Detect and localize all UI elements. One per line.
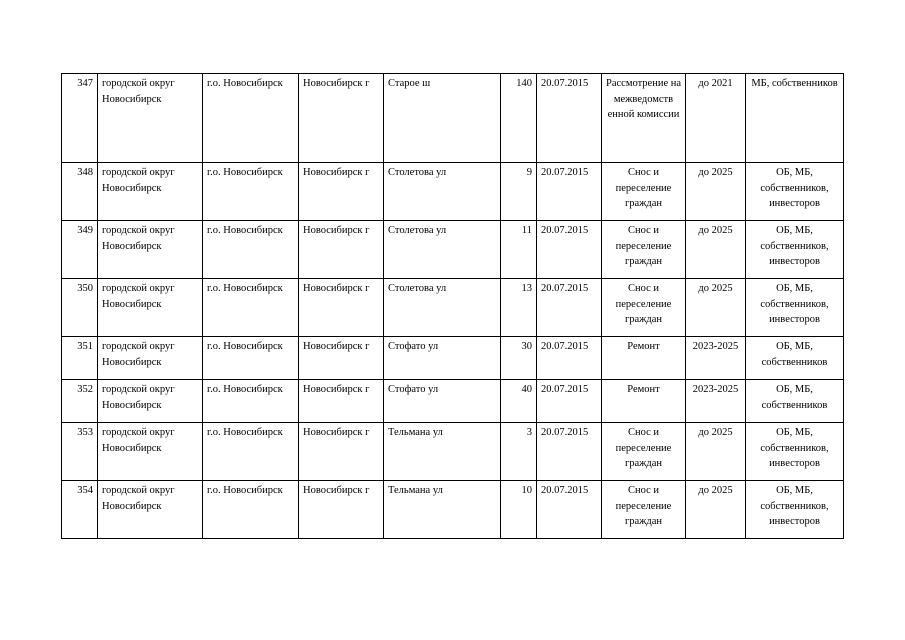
term-cell: до 2025 (686, 163, 746, 221)
row-number: 353 (62, 423, 98, 481)
street-cell: Столетова ул (384, 221, 501, 279)
row-number: 348 (62, 163, 98, 221)
date-cell: 20.07.2015 (537, 423, 602, 481)
funding-cell: ОБ, МБ, собственников, инвесторов (746, 423, 844, 481)
locality-type-cell: г.о. Новосибирск (203, 380, 299, 423)
street-cell: Тельмана ул (384, 481, 501, 539)
house-number-cell: 10 (501, 481, 537, 539)
table-row (62, 380, 844, 423)
street-cell: Старое ш (384, 74, 501, 163)
city-cell: Новосибирск г (299, 221, 384, 279)
funding-cell: ОБ, МБ, собственников, инвесторов (746, 279, 844, 337)
row-number: 352 (62, 380, 98, 423)
housing-registry-table (61, 73, 844, 539)
date-cell: 20.07.2015 (537, 279, 602, 337)
date-cell: 20.07.2015 (537, 74, 602, 163)
district-cell: городской округ Новосибирск (98, 380, 203, 423)
action-cell: Снос и переселение граждан (602, 481, 686, 539)
term-cell: 2023-2025 (686, 380, 746, 423)
street-cell: Тельмана ул (384, 423, 501, 481)
date-cell: 20.07.2015 (537, 221, 602, 279)
locality-type-cell: г.о. Новосибирск (203, 423, 299, 481)
street-cell: Стофато ул (384, 380, 501, 423)
term-cell: до 2021 (686, 74, 746, 163)
locality-type-cell: г.о. Новосибирск (203, 279, 299, 337)
term-cell: до 2025 (686, 481, 746, 539)
locality-type-cell: г.о. Новосибирск (203, 74, 299, 163)
district-cell: городской округ Новосибирск (98, 337, 203, 380)
action-cell: Снос и переселение граждан (602, 423, 686, 481)
locality-type-cell: г.о. Новосибирск (203, 221, 299, 279)
table-row (62, 221, 844, 279)
house-number-cell: 13 (501, 279, 537, 337)
date-cell: 20.07.2015 (537, 337, 602, 380)
action-cell: Снос и переселение граждан (602, 163, 686, 221)
street-cell: Столетова ул (384, 163, 501, 221)
row-number: 347 (62, 74, 98, 163)
funding-cell: ОБ, МБ, собственников, инвесторов (746, 163, 844, 221)
table-row (62, 337, 844, 380)
table-row (62, 423, 844, 481)
city-cell: Новосибирск г (299, 163, 384, 221)
action-cell: Ремонт (602, 380, 686, 423)
locality-type-cell: г.о. Новосибирск (203, 163, 299, 221)
district-cell: городской округ Новосибирск (98, 221, 203, 279)
funding-cell: ОБ, МБ, собственников (746, 380, 844, 423)
city-cell: Новосибирск г (299, 279, 384, 337)
funding-cell: МБ, собственников (746, 74, 844, 163)
street-cell: Стофато ул (384, 337, 501, 380)
city-cell: Новосибирск г (299, 481, 384, 539)
locality-type-cell: г.о. Новосибирск (203, 337, 299, 380)
house-number-cell: 40 (501, 380, 537, 423)
action-cell: Снос и переселение граждан (602, 221, 686, 279)
term-cell: до 2025 (686, 221, 746, 279)
city-cell: Новосибирск г (299, 380, 384, 423)
date-cell: 20.07.2015 (537, 380, 602, 423)
table-body (62, 74, 844, 539)
action-cell: Ремонт (602, 337, 686, 380)
city-cell: Новосибирск г (299, 337, 384, 380)
house-number-cell: 9 (501, 163, 537, 221)
action-cell: Снос и переселение граждан (602, 279, 686, 337)
table-row (62, 481, 844, 539)
term-cell: до 2025 (686, 279, 746, 337)
row-number: 349 (62, 221, 98, 279)
house-number-cell: 3 (501, 423, 537, 481)
table-row (62, 74, 844, 163)
district-cell: городской округ Новосибирск (98, 481, 203, 539)
term-cell: до 2025 (686, 423, 746, 481)
date-cell: 20.07.2015 (537, 163, 602, 221)
district-cell: городской округ Новосибирск (98, 74, 203, 163)
table-row (62, 163, 844, 221)
house-number-cell: 140 (501, 74, 537, 163)
term-cell: 2023-2025 (686, 337, 746, 380)
table-row (62, 279, 844, 337)
district-cell: городской округ Новосибирск (98, 279, 203, 337)
funding-cell: ОБ, МБ, собственников, инвесторов (746, 481, 844, 539)
house-number-cell: 30 (501, 337, 537, 380)
city-cell: Новосибирск г (299, 423, 384, 481)
district-cell: городской округ Новосибирск (98, 423, 203, 481)
funding-cell: ОБ, МБ, собственников (746, 337, 844, 380)
row-number: 350 (62, 279, 98, 337)
locality-type-cell: г.о. Новосибирск (203, 481, 299, 539)
house-number-cell: 11 (501, 221, 537, 279)
street-cell: Столетова ул (384, 279, 501, 337)
date-cell: 20.07.2015 (537, 481, 602, 539)
row-number: 351 (62, 337, 98, 380)
city-cell: Новосибирск г (299, 74, 384, 163)
funding-cell: ОБ, МБ, собственников, инвесторов (746, 221, 844, 279)
row-number: 354 (62, 481, 98, 539)
district-cell: городской округ Новосибирск (98, 163, 203, 221)
action-cell: Рассмотрение на межведомств енной комиссии (602, 74, 686, 163)
